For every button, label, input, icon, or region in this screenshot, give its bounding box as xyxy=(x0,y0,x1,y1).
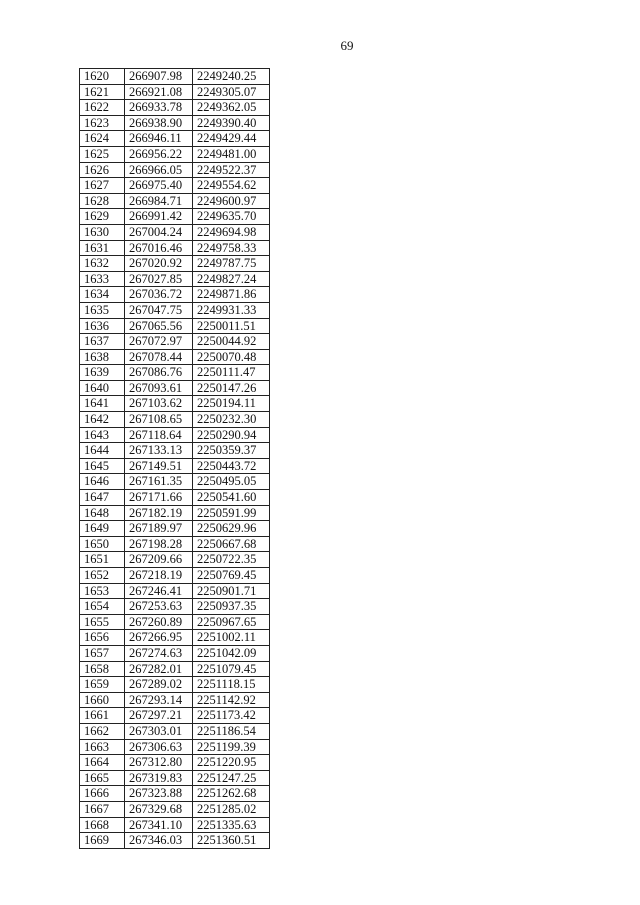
y-coordinate-cell: 2251220.95 xyxy=(193,755,270,771)
x-coordinate-cell: 266991.42 xyxy=(125,209,193,225)
table-row xyxy=(80,193,270,209)
table-row xyxy=(80,833,270,849)
x-coordinate-cell: 266921.08 xyxy=(125,84,193,100)
table-row xyxy=(80,209,270,225)
y-coordinate-cell: 2250967.65 xyxy=(193,614,270,630)
y-coordinate-cell: 2250111.47 xyxy=(193,365,270,381)
x-coordinate-cell: 267189.97 xyxy=(125,521,193,537)
y-coordinate-cell: 2250232.30 xyxy=(193,412,270,428)
point-number-cell: 1654 xyxy=(80,599,125,615)
x-coordinate-cell: 267149.51 xyxy=(125,458,193,474)
x-coordinate-cell: 267118.64 xyxy=(125,427,193,443)
x-coordinate-cell: 267016.46 xyxy=(125,240,193,256)
table-row xyxy=(80,770,270,786)
x-coordinate-cell: 267171.66 xyxy=(125,490,193,506)
y-coordinate-cell: 2250629.96 xyxy=(193,521,270,537)
x-coordinate-cell: 267078.44 xyxy=(125,349,193,365)
table-row xyxy=(80,801,270,817)
x-coordinate-cell: 267133.13 xyxy=(125,443,193,459)
y-coordinate-cell: 2250667.68 xyxy=(193,536,270,552)
table-row xyxy=(80,739,270,755)
x-coordinate-cell: 267282.01 xyxy=(125,661,193,677)
point-number-cell: 1662 xyxy=(80,723,125,739)
table-row xyxy=(80,427,270,443)
y-coordinate-cell: 2249931.33 xyxy=(193,302,270,318)
point-number-cell: 1660 xyxy=(80,692,125,708)
y-coordinate-cell: 2249554.62 xyxy=(193,178,270,194)
point-number-cell: 1665 xyxy=(80,770,125,786)
table-row xyxy=(80,708,270,724)
table-row xyxy=(80,396,270,412)
y-coordinate-cell: 2249362.05 xyxy=(193,100,270,116)
point-number-cell: 1661 xyxy=(80,708,125,724)
point-number-cell: 1652 xyxy=(80,568,125,584)
table-row xyxy=(80,178,270,194)
point-number-cell: 1624 xyxy=(80,131,125,147)
x-coordinate-cell: 267246.41 xyxy=(125,583,193,599)
x-coordinate-cell: 267182.19 xyxy=(125,505,193,521)
x-coordinate-cell: 267266.95 xyxy=(125,630,193,646)
table-row xyxy=(80,240,270,256)
point-number-cell: 1629 xyxy=(80,209,125,225)
y-coordinate-cell: 2251262.68 xyxy=(193,786,270,802)
x-coordinate-cell: 267072.97 xyxy=(125,334,193,350)
table-row xyxy=(80,692,270,708)
y-coordinate-cell: 2251173.42 xyxy=(193,708,270,724)
point-number-cell: 1631 xyxy=(80,240,125,256)
table-row xyxy=(80,115,270,131)
point-number-cell: 1655 xyxy=(80,614,125,630)
point-number-cell: 1664 xyxy=(80,755,125,771)
point-number-cell: 1669 xyxy=(80,833,125,849)
table-row xyxy=(80,69,270,85)
point-number-cell: 1636 xyxy=(80,318,125,334)
page-number: 69 xyxy=(340,38,354,53)
y-coordinate-cell: 2249758.33 xyxy=(193,240,270,256)
table-row xyxy=(80,458,270,474)
point-number-cell: 1663 xyxy=(80,739,125,755)
table-row xyxy=(80,100,270,116)
table-row xyxy=(80,552,270,568)
table-row xyxy=(80,614,270,630)
point-number-cell: 1625 xyxy=(80,146,125,162)
x-coordinate-cell: 266946.11 xyxy=(125,131,193,147)
point-number-cell: 1646 xyxy=(80,474,125,490)
point-number-cell: 1643 xyxy=(80,427,125,443)
table-row xyxy=(80,365,270,381)
table-row xyxy=(80,536,270,552)
table-row xyxy=(80,599,270,615)
y-coordinate-cell: 2250937.35 xyxy=(193,599,270,615)
y-coordinate-cell: 2250044.92 xyxy=(193,334,270,350)
x-coordinate-cell: 267218.19 xyxy=(125,568,193,584)
x-coordinate-cell: 267253.63 xyxy=(125,599,193,615)
table-row xyxy=(80,271,270,287)
point-number-cell: 1635 xyxy=(80,302,125,318)
y-coordinate-cell: 2250901.71 xyxy=(193,583,270,599)
table-row xyxy=(80,334,270,350)
point-number-cell: 1630 xyxy=(80,224,125,240)
x-coordinate-cell: 267027.85 xyxy=(125,271,193,287)
x-coordinate-cell: 266933.78 xyxy=(125,100,193,116)
table-row xyxy=(80,755,270,771)
y-coordinate-cell: 2250722.35 xyxy=(193,552,270,568)
point-number-cell: 1633 xyxy=(80,271,125,287)
y-coordinate-cell: 2250194.11 xyxy=(193,396,270,412)
point-number-cell: 1628 xyxy=(80,193,125,209)
table-row xyxy=(80,302,270,318)
x-coordinate-cell: 267065.56 xyxy=(125,318,193,334)
point-number-cell: 1659 xyxy=(80,677,125,693)
y-coordinate-cell: 2250769.45 xyxy=(193,568,270,584)
point-number-cell: 1644 xyxy=(80,443,125,459)
point-number-cell: 1637 xyxy=(80,334,125,350)
x-coordinate-cell: 267260.89 xyxy=(125,614,193,630)
point-number-cell: 1658 xyxy=(80,661,125,677)
x-coordinate-cell: 266956.22 xyxy=(125,146,193,162)
y-coordinate-cell: 2249305.07 xyxy=(193,84,270,100)
y-coordinate-cell: 2249635.70 xyxy=(193,209,270,225)
x-coordinate-cell: 267329.68 xyxy=(125,801,193,817)
x-coordinate-cell: 267020.92 xyxy=(125,256,193,272)
point-number-cell: 1640 xyxy=(80,380,125,396)
y-coordinate-cell: 2250495.05 xyxy=(193,474,270,490)
point-number-cell: 1632 xyxy=(80,256,125,272)
x-coordinate-cell: 266907.98 xyxy=(125,69,193,85)
y-coordinate-cell: 2249871.86 xyxy=(193,287,270,303)
y-coordinate-cell: 2249240.25 xyxy=(193,69,270,85)
y-coordinate-cell: 2250011.51 xyxy=(193,318,270,334)
y-coordinate-cell: 2251002.11 xyxy=(193,630,270,646)
x-coordinate-cell: 267086.76 xyxy=(125,365,193,381)
y-coordinate-cell: 2249481.00 xyxy=(193,146,270,162)
x-coordinate-cell: 267346.03 xyxy=(125,833,193,849)
y-coordinate-cell: 2251186.54 xyxy=(193,723,270,739)
x-coordinate-cell: 267274.63 xyxy=(125,645,193,661)
point-number-cell: 1649 xyxy=(80,521,125,537)
point-number-cell: 1667 xyxy=(80,801,125,817)
table-row xyxy=(80,412,270,428)
table-row xyxy=(80,583,270,599)
point-number-cell: 1668 xyxy=(80,817,125,833)
table-row xyxy=(80,677,270,693)
x-coordinate-cell: 267198.28 xyxy=(125,536,193,552)
point-number-cell: 1647 xyxy=(80,490,125,506)
y-coordinate-cell: 2249390.40 xyxy=(193,115,270,131)
x-coordinate-cell: 267004.24 xyxy=(125,224,193,240)
y-coordinate-cell: 2251360.51 xyxy=(193,833,270,849)
x-coordinate-cell: 267319.83 xyxy=(125,770,193,786)
table-row xyxy=(80,817,270,833)
x-coordinate-cell: 267289.02 xyxy=(125,677,193,693)
x-coordinate-cell: 267036.72 xyxy=(125,287,193,303)
table-row xyxy=(80,380,270,396)
point-number-cell: 1653 xyxy=(80,583,125,599)
x-coordinate-cell: 266966.05 xyxy=(125,162,193,178)
y-coordinate-cell: 2250070.48 xyxy=(193,349,270,365)
x-coordinate-cell: 267108.65 xyxy=(125,412,193,428)
x-coordinate-cell: 266938.90 xyxy=(125,115,193,131)
table-row xyxy=(80,443,270,459)
point-number-cell: 1622 xyxy=(80,100,125,116)
point-number-cell: 1634 xyxy=(80,287,125,303)
y-coordinate-cell: 2251335.63 xyxy=(193,817,270,833)
table-row xyxy=(80,349,270,365)
y-coordinate-cell: 2251285.02 xyxy=(193,801,270,817)
table-row xyxy=(80,474,270,490)
table-row xyxy=(80,162,270,178)
table-row xyxy=(80,661,270,677)
table-row xyxy=(80,645,270,661)
x-coordinate-cell: 267297.21 xyxy=(125,708,193,724)
table-row xyxy=(80,786,270,802)
x-coordinate-cell: 267323.88 xyxy=(125,786,193,802)
x-coordinate-cell: 267047.75 xyxy=(125,302,193,318)
y-coordinate-cell: 2250359.37 xyxy=(193,443,270,459)
x-coordinate-cell: 267306.63 xyxy=(125,739,193,755)
y-coordinate-cell: 2251199.39 xyxy=(193,739,270,755)
x-coordinate-cell: 267103.62 xyxy=(125,396,193,412)
table-row xyxy=(80,84,270,100)
point-number-cell: 1639 xyxy=(80,365,125,381)
y-coordinate-cell: 2251118.15 xyxy=(193,677,270,693)
y-coordinate-cell: 2249429.44 xyxy=(193,131,270,147)
point-number-cell: 1645 xyxy=(80,458,125,474)
point-number-cell: 1642 xyxy=(80,412,125,428)
table-row xyxy=(80,131,270,147)
y-coordinate-cell: 2251079.45 xyxy=(193,661,270,677)
point-number-cell: 1626 xyxy=(80,162,125,178)
x-coordinate-cell: 267312.80 xyxy=(125,755,193,771)
coordinates-table-body xyxy=(80,69,270,849)
table-row xyxy=(80,723,270,739)
table-row xyxy=(80,318,270,334)
point-number-cell: 1620 xyxy=(80,69,125,85)
x-coordinate-cell: 267209.66 xyxy=(125,552,193,568)
y-coordinate-cell: 2249522.37 xyxy=(193,162,270,178)
table-row xyxy=(80,630,270,646)
x-coordinate-cell: 267341.10 xyxy=(125,817,193,833)
table-row xyxy=(80,287,270,303)
y-coordinate-cell: 2250147.26 xyxy=(193,380,270,396)
point-number-cell: 1651 xyxy=(80,552,125,568)
x-coordinate-cell: 267093.61 xyxy=(125,380,193,396)
table-row xyxy=(80,505,270,521)
y-coordinate-cell: 2249827.24 xyxy=(193,271,270,287)
point-number-cell: 1657 xyxy=(80,645,125,661)
y-coordinate-cell: 2250591.99 xyxy=(193,505,270,521)
point-number-cell: 1641 xyxy=(80,396,125,412)
table-row xyxy=(80,490,270,506)
point-number-cell: 1666 xyxy=(80,786,125,802)
y-coordinate-cell: 2249694.98 xyxy=(193,224,270,240)
x-coordinate-cell: 267303.01 xyxy=(125,723,193,739)
y-coordinate-cell: 2251042.09 xyxy=(193,645,270,661)
table-row xyxy=(80,256,270,272)
x-coordinate-cell: 267161.35 xyxy=(125,474,193,490)
y-coordinate-cell: 2249787.75 xyxy=(193,256,270,272)
y-coordinate-cell: 2251142.92 xyxy=(193,692,270,708)
x-coordinate-cell: 266984.71 xyxy=(125,193,193,209)
y-coordinate-cell: 2250443.72 xyxy=(193,458,270,474)
point-number-cell: 1650 xyxy=(80,536,125,552)
point-number-cell: 1648 xyxy=(80,505,125,521)
point-number-cell: 1621 xyxy=(80,84,125,100)
y-coordinate-cell: 2250290.94 xyxy=(193,427,270,443)
point-number-cell: 1627 xyxy=(80,178,125,194)
point-number-cell: 1638 xyxy=(80,349,125,365)
table-row xyxy=(80,224,270,240)
y-coordinate-cell: 2250541.60 xyxy=(193,490,270,506)
point-number-cell: 1623 xyxy=(80,115,125,131)
x-coordinate-cell: 267293.14 xyxy=(125,692,193,708)
point-number-cell: 1656 xyxy=(80,630,125,646)
y-coordinate-cell: 2251247.25 xyxy=(193,770,270,786)
table-row xyxy=(80,521,270,537)
table-row xyxy=(80,146,270,162)
coordinates-table xyxy=(79,68,270,849)
y-coordinate-cell: 2249600.97 xyxy=(193,193,270,209)
x-coordinate-cell: 266975.40 xyxy=(125,178,193,194)
table-row xyxy=(80,568,270,584)
